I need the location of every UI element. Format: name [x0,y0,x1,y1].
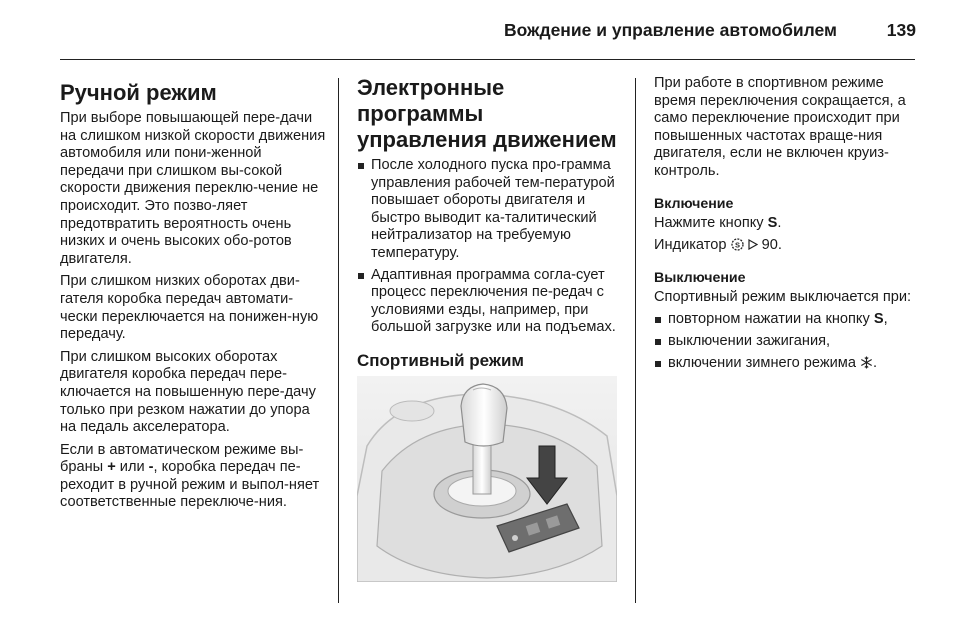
column-divider-left [338,78,339,603]
sport-indicator-icon [731,238,744,251]
page-number: 139 [886,20,916,40]
paragraph-sport-intro: При работе в спортивном режиме время переключения сокращается, а само переключение происходит при повышенных частотах враще-ния двигателя, если не включен круиз-контроль. [654,75,906,179]
header-rule [60,59,915,60]
plus-symbol: + [107,459,116,476]
running-header-title: Вождение и управление автомобилем [503,20,837,40]
column-divider-right [635,78,636,603]
column-electronic-programs [357,75,621,381]
program-list [357,157,621,337]
svg-text:S: S [734,240,740,250]
section-heading-manual-mode: Ручной режим [60,80,217,105]
winter-mode-snowflake-icon [860,356,873,369]
minus-symbol: - [148,459,154,476]
list-item: повторном нажатии на кнопку S, [654,311,919,329]
list-item: Адаптивная программа согла-сует процесс переключения пе-редач с условиями езды, например, при большой загрузке или на подъемах. [357,267,621,337]
sport-button-symbol: S [873,311,884,328]
list-item: включении зимнего режима . [654,355,919,373]
paragraph-press-button: Нажмите кнопку S. [654,214,782,231]
paragraph-deactivation-intro: Спортивный режим выключается при: [654,288,912,305]
deactivation-list [654,311,919,372]
paragraph-indicator: Индикатор S 90. [654,237,782,254]
gear-selector-illustration [357,376,617,582]
sport-button-symbol: S [767,214,778,231]
page-reference-arrow-icon [748,238,758,249]
paragraph: При слишком высоких оборотах двигателя коробка передач пере-ключается на повышенную пере-дачу только при резком нажатии до упора на педаль акселератора. [60,348,316,436]
section-heading-electronic-programs: Электронные программы управления движением [357,75,617,152]
paragraph: При выборе повышающей пере-дачи на слишком низкой скорости движения автомобиля или пони-женной передачи при слишком вы-сокой скорости движения переклю-чение не происходит. Это позво-ляет предотвратить вероятность очень низких и очень высоких обо-ротов двигателя. [60,110,326,267]
paragraph: При слишком низких оборотах дви-гателя коробка передач автомати-чески переключается на понижен-ную передачу. [60,273,319,343]
heading-activation: Включение [654,195,734,212]
column-sport-mode [654,75,919,376]
paragraph-manual-switch: Если в автоматическом режиме вы-браны + или -, коробка передач пе-реходит в ручной режим и выпол-няет соответственные переключе-ния. [60,441,320,511]
list-item: выключении зажигания, [654,333,919,351]
heading-deactivation: Выключение [654,269,746,286]
column-manual-mode [60,75,328,517]
list-item: После холодного пуска про-грамма управления рабочей тем-пературой повышает обороты двигателя и быстро выводит ка-талитический нейтрализатор на требуемую температуру. [357,157,621,263]
subheading-sport-mode: Спортивный режим [357,350,524,370]
